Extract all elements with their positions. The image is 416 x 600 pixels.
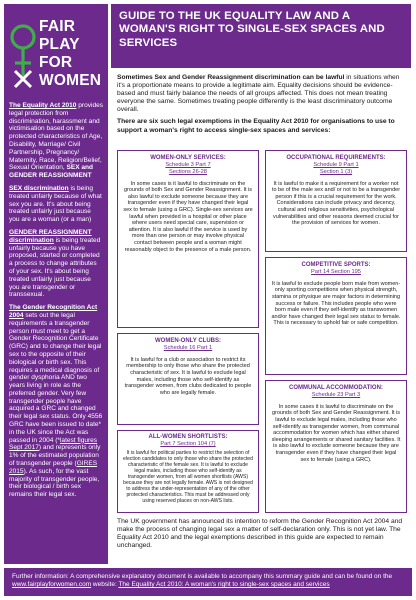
equality-act-bold: SEX and GENDER REASSIGNMENT xyxy=(9,164,94,180)
sex-discrimination-heading: SEX discrimination xyxy=(9,184,69,192)
all-women-shortlists-box xyxy=(117,430,259,513)
box-body: It is lawful for political parties to restrict the selection of election candidates to only those who share the protected characteristic of the female sex. It is lawful to exclude legal males, including those who self-identify as transgender women, from all women shortlists (AWS) because they are not legally female. AWS is not designed to address the under-representation of any of the other protected characteristics. This must be addressed only using reserved places on non-AWS lists. xyxy=(123,449,253,504)
occupational-requirements-box xyxy=(265,150,407,252)
gires-link[interactable]: GIRES 2015 xyxy=(9,460,98,475)
footer-text-2: website: xyxy=(91,581,119,589)
sex-discrimination-text: is being treated unfairly because of what sex you are. It's about being treated unfairly just because you are a woman (or a man) xyxy=(9,184,102,224)
gra-reform-paragraph: The UK government has announced its intention to reform the Gender Recognition Act 2004 and make the process of changing legal sex a matter of self-declaration only. This is not yet law. The Equality Act 2010 and the legal exemptions described in this guide are expected to remain unchanged. xyxy=(117,518,403,550)
box-reference-link[interactable]: Schedule 3 Part 7 xyxy=(165,162,211,168)
explanatory-document-link[interactable]: The Equality Act 2010: A woman's right to single-sex spaces and services xyxy=(118,581,330,589)
intro-bold: Sometimes Sex and Gender Reassignment discrimination can be lawful xyxy=(117,74,345,81)
box-title: COMPETITIVE SPORTS: xyxy=(301,262,371,268)
logo-word: PLAY xyxy=(39,36,80,53)
box-body: It is lawful to exclude people born male from women-only sporting competitions when physical strength, stamina or physique are major factors in determining success or failure. This includes people who were born male even if they self-identify as transwomen and/or have changed their legal sex status to female. This is necessary to uphold fair or safe competition. xyxy=(271,280,401,327)
box-title: WOMEN-ONLY SERVICES: xyxy=(150,155,226,161)
intro-paragraph xyxy=(117,74,407,114)
women-only-clubs-box xyxy=(117,333,259,425)
box-title: ALL-WOMEN SHORTLISTS: xyxy=(148,434,228,440)
logo-word: FOR xyxy=(39,54,73,71)
box-reference-link[interactable]: Section 1 (3) xyxy=(319,168,353,175)
page-title: GUIDE TO THE UK EQUALITY LAW AND A WOMAN'S RIGHT TO SINGLE-SEX SPACES AND SERVICES xyxy=(119,10,385,49)
box-reference-link[interactable]: Sections 26-28 xyxy=(169,168,207,175)
gra-text-3: ). As such, for the vast majority of transgender people, their biological / birth sex remains their legal sex. xyxy=(9,467,100,499)
box-reference-link[interactable]: Schedule 16 Part 1 xyxy=(163,345,213,351)
communal-accommodation-box xyxy=(265,380,407,513)
fair-play-for-women-logo xyxy=(9,10,103,98)
box-title: WOMEN-ONLY CLUBS: xyxy=(155,338,221,344)
sidebar xyxy=(4,4,108,564)
box-body: In some cases is it lawful to discriminate on the grounds of both Sex and Gender Reassignment. It is also lawful to exclude someone because they are transgender even if they have changed their legal sex to female (using a GRC). Single-sex services are lawful when provided in a hospital or other place where users need special care, supervision or attention. It is also lawful if the service is used by more than one person or may involve physical contact between people and a woman might reasonably object to the presence of a male person. xyxy=(123,180,253,253)
website-link[interactable]: www.fairplayforwomen.com xyxy=(12,581,92,589)
gender-reassignment-text: is being treated unfairly because you have proposed, started or completed a process to change attributes of your sex. It's about being treated unfairly just because you are transgender or transsexual. xyxy=(9,236,101,299)
logo-wordmark xyxy=(39,18,101,90)
gra-text-1: sets out the legal requirements a transgender person must meet to get a Gender Recognition Certificate (GRC) and to change their legal sex to the opposite of their biological or birth sex. This requires a medical diagnosis of gender dysphoria AND two years living in role as the preferred gender. Very few transgender people have acquired a GRC and changed their legal sex status. Only 4556 GRC have been issued to date* in the UK since the Act was passed in 2004 (* xyxy=(9,311,103,444)
sex-discrimination-paragraph xyxy=(9,185,103,224)
intro-text: in situations when it's a proportionate means to provide a legitimate aim. Equality decisions should be evidence-based and must fairly balance the needs of all groups affected. This does not mean treating everyone the same. Sometimes treating people differently is the least discriminatory outcome overall. xyxy=(117,74,400,114)
box-title: OCCUPATIONAL REQUIREMENTS: xyxy=(286,155,386,161)
box-title: COMMUNAL ACCOMMODATION: xyxy=(289,385,383,391)
gra-heading: The Gender Recognition Act 2004 xyxy=(9,304,98,319)
gra-paragraph xyxy=(9,304,103,499)
box-reference-link[interactable]: Part 14 Section 195 xyxy=(311,269,361,275)
footer xyxy=(4,568,412,596)
equality-act-text: provides legal protection from discrimination, harassment and victimisation based on the protected characteristics of Age, Disability, Marriage/ Civil Partnership, Pregnancy/ Maternity, Race, Religion/Belief, Sexual Orientation, xyxy=(9,102,104,172)
footer-text-1: Further information: A comprehensive explanatory document is available to accompany this summary guide and can be found on the xyxy=(12,573,393,580)
intro-section xyxy=(117,74,407,135)
competitive-sports-box xyxy=(265,257,407,375)
women-only-services-box xyxy=(117,150,259,328)
box-body: It is lawful for a club or association to restrict its membership to only those who share the protected characteristic of sex. It is lawful to exclude legal males, including those who self-identify as transgender women, from clubs dedicated to people who are legally female. xyxy=(124,356,252,396)
equality-act-heading: The Equality Act 2010 xyxy=(9,102,77,109)
logo-word: FAIR xyxy=(39,18,76,35)
gender-reassignment-paragraph xyxy=(9,229,103,299)
gender-reassignment-heading: GENDER REASSIGNMENT discrimination xyxy=(9,228,92,244)
gra-text-2: ) and represents only 1% of the estimated population of transgender people ( xyxy=(9,444,101,468)
latest-figures-link[interactable]: latest figures Sept 2017 xyxy=(9,436,98,452)
exemptions-heading: There are six such legal exemptions in the Equality Act 2010 for organisations to use to support a woman's right to access single-sex spaces and services: xyxy=(117,118,395,134)
box-reference-link[interactable]: Schedule 23 Part 3 xyxy=(311,392,361,398)
guide-header xyxy=(111,4,411,68)
logo-symbol-icon xyxy=(9,15,37,93)
logo-word: WOMEN xyxy=(39,72,102,89)
box-body: In some cases it is lawful to discriminate on the grounds of both Sex and Gender Reassignment. It is lawful to exclude legal males, including those who self-identify as transgender women, from communal accommodation for women which has either shared sleeping arrangements or shared sanitary facilities. It is also lawful to exclude someone because they are transgender even if they have changed their legal sex to female (using a GRC). xyxy=(271,403,401,463)
equality-act-paragraph xyxy=(9,102,103,180)
box-body: It is lawful to make it a requirement for a worker not to be of the male sex and/ or not to be a transgender person if this is a crucial requirement for the work. Considerations can include privacy and decency, cultural and religious sensitivities, psychological vulnerabilities and other reasons deemed crucial for the provision of services for women. xyxy=(271,180,401,227)
box-reference-link[interactable]: Schedule 9 Part 1 xyxy=(313,162,359,168)
box-reference-link[interactable]: Part 7 Section 104 (7) xyxy=(160,441,216,447)
